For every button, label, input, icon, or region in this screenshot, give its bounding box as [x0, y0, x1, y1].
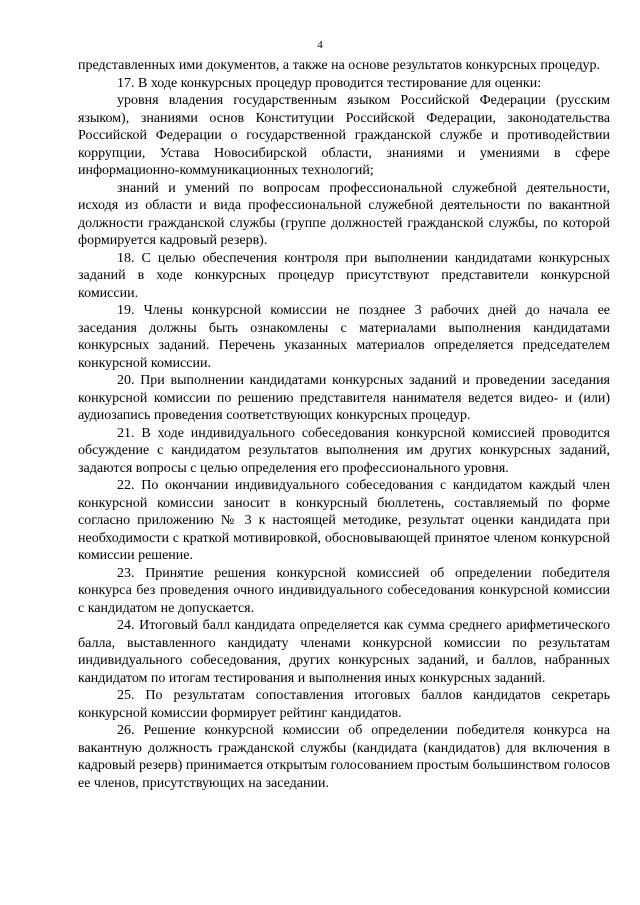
- paragraph-19: 19. Члены конкурсной комиссии не позднее 3 рабочих дней до начала ее заседания должны быть ознакомлены с материалами выполнения кандидатами конкурсных заданий. Перечень указанных материалов определяется председателем конкурсной комиссии.: [78, 303, 610, 371]
- paragraph-21: 21. В ходе индивидуального собеседования конкурсной комиссией проводится обсуждение с кандидатом результатов выполнения им других конкурсных заданий, задаются вопросы с целью определения его профессионального уровня.: [78, 425, 610, 476]
- paragraph-24: 24. Итоговый балл кандидата определяется как сумма среднего арифметического балла, выставленного кандидату членами конкурсной комиссии по результатам индивидуального собеседования, других конкурсных заданий, и баллов, набранных кандидатом по итогам тестирования и выполнения иных конкурсных заданий.: [78, 618, 610, 686]
- paragraph-25: 25. По результатам сопоставления итоговых баллов кандидатов секретарь конкурсной комиссии формирует рейтинг кандидатов.: [78, 688, 610, 721]
- paragraph-17: 17. В ходе конкурсных процедур проводится тестирование для оценки:: [117, 75, 542, 91]
- paragraph-23: 23. Принятие решения конкурсной комиссией об определении победителя конкурса без проведения очного индивидуального собеседования конкурсной комиссии с кандидатом не допускается.: [78, 565, 610, 616]
- paragraph-17-item-language: уровня владения государственным языком Российской Федерации (русским языком), знаниями основ Конституции Российской Федерации, законодательства Российской Федерации о государственной гражданской службе и противодействии коррупции, Устава Новосибирской области, знаниями и умениями в сфере информационно-коммуникационных технологий;: [78, 93, 610, 178]
- paragraph-26: 26. Решение конкурсной комиссии об определении победителя конкурса на вакантную должность гражданской службы (кандидата (кандидатов) для включения в кадровый резерв) принимается открытым голосованием простым большинством голосов ее членов, присутствующих на заседании.: [78, 723, 610, 791]
- paragraph-17-item-knowledge: знаний и умений по вопросам профессиональной служебной деятельности, исходя из области и вида профессиональной служебной деятельности по вакантной должности гражданской службы (группе должностей гражданской службы, по которой формируется кадровый резерв).: [78, 180, 610, 248]
- paragraph-22: 22. По окончании индивидуального собеседования с кандидатом каждый член конкурсной комиссии заносит в конкурсный бюллетень, составляемый по форме согласно приложению № 3 к настоящей методике, результат оценки кандидата при необходимости с краткой мотивировкой, обосновывающей принятое членом конкурсной комиссии решение.: [78, 478, 610, 563]
- paragraph-18: 18. С целью обеспечения контроля при выполнении кандидатами конкурсных заданий в ходе конкурсных процедур присутствуют представители конкурсной комиссии.: [78, 250, 610, 301]
- paragraph-continuation: представленных ими документов, а также на основе результатов конкурсных процедур.: [78, 58, 601, 73]
- paragraph-20: 20. При выполнении кандидатами конкурсных заданий и проведении заседания конкурсной комиссии по решению представителя нанимателя ведется видео- и (или) аудиозапись проведения соответствующих конкурсных процедур.: [78, 373, 610, 423]
- document-body: [78, 57, 610, 792]
- page-number: 4: [317, 39, 323, 51]
